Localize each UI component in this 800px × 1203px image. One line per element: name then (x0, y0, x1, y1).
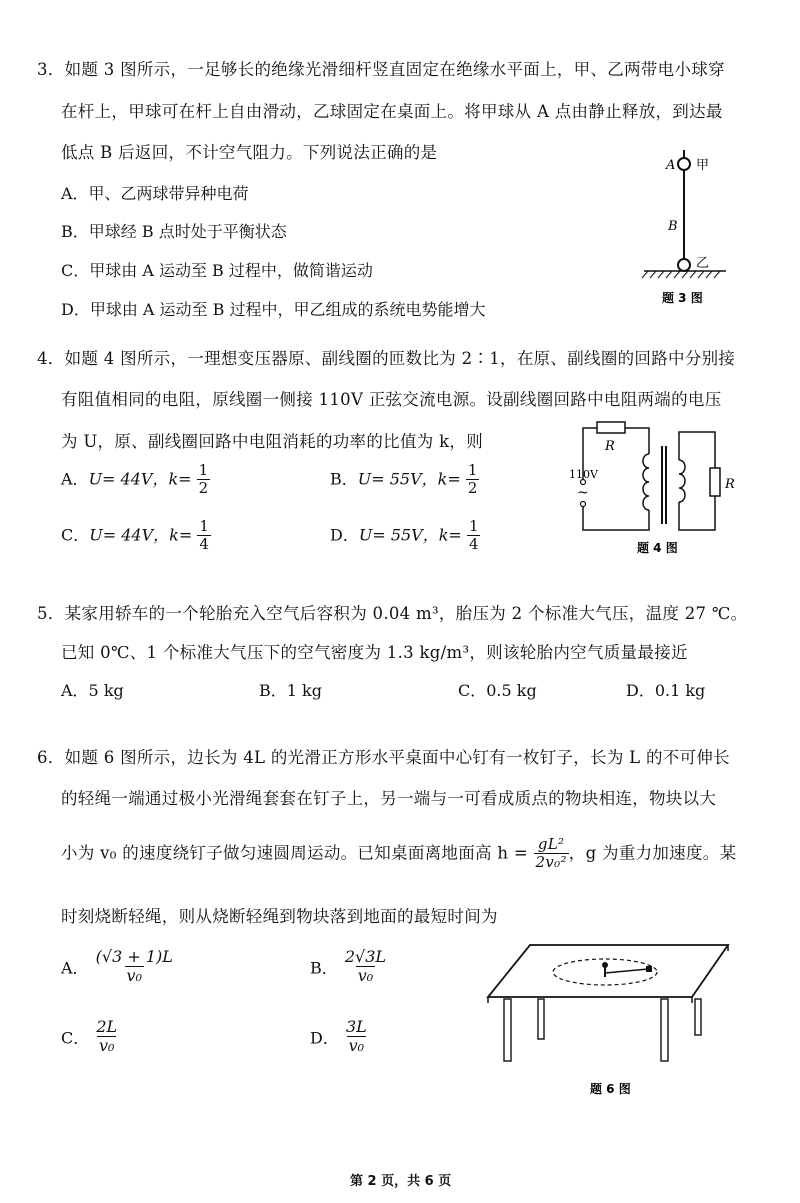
q6-option-b: B． $\frac{2√3L}{\text{v₀}}$ (310, 947, 387, 986)
ball-yi (678, 259, 690, 271)
q6-stem-line1: 6．如题 6 图所示，边长为 4L 的光滑正方形水平桌面中心钉有一枚钉子，长为 L 的不可伸长 (37, 748, 730, 767)
q4-stem-line3: 为 U，原、副线圈回路中电阻消耗的功率的比值为 k，则 (61, 432, 483, 451)
table-leg-back-right (695, 999, 701, 1035)
terminal-bottom (581, 502, 586, 507)
q5-option-c: C．0.5 kg (458, 681, 537, 700)
q4-stem-line2: 有阻值相同的电阻，原线圈一侧接 110V 正弦交流电源。设副线圈回路中电阻两端的电压 (61, 390, 722, 409)
q5-stem-line2: 已知 0℃、1 个标准大气压下的空气密度为 1.3 kg/m³，则该轮胎内空气质量最接近 (61, 643, 688, 662)
q5-option-b: B．1 kg (259, 681, 322, 700)
q4-option-d: D．U= 55V，k= $\frac{1}{4}$ (330, 517, 479, 554)
table-leg-back-left (538, 999, 544, 1039)
q6-option-d: D． $\frac{3L}{\text{v₀}}$ (310, 1017, 367, 1056)
label-B: B (668, 219, 678, 234)
q4-option-c: C．U= 44V，k= $\frac{1}{4}$ (61, 517, 209, 554)
label-R-right: R (725, 477, 735, 492)
table-leg-front-right (661, 999, 668, 1061)
label-jia: 甲 (696, 158, 710, 173)
secondary-coil (679, 460, 685, 502)
table-top (488, 945, 728, 997)
resistor-top (597, 422, 625, 433)
q3-option-c: C．甲球由 A 运动至 B 过程中，做简谐运动 (61, 261, 373, 280)
q6-option-c: C． $\frac{2L}{\text{v₀}}$ (61, 1017, 118, 1056)
q3-stem-line2: 在杆上，甲球可在杆上自由滑动，乙球固定在桌面上。将甲球从 A 点由静止释放，到达最 (61, 102, 723, 121)
q4-figure-caption: 题 4 图 (637, 541, 678, 555)
label-voltage: 110V (569, 468, 598, 481)
q3-stem-line3: 低点 B 后返回，不计空气阻力。下列说法正确的是 (61, 143, 438, 162)
page-footer: 第 2 页，共 6 页 (350, 1174, 452, 1189)
ball-jia (678, 158, 690, 170)
q3-option-a: A．甲、乙两球带异种电荷 (61, 184, 249, 203)
label-A: A (666, 158, 676, 173)
block (646, 966, 652, 972)
q4-option-a: A．U= 44V，k= $\frac{1}{2}$ (61, 461, 209, 498)
label-R-top: R (605, 439, 615, 454)
q3-figure (640, 150, 740, 310)
q3-figure-caption: 题 3 图 (662, 291, 703, 305)
table-leg-front-left (504, 999, 511, 1061)
resistor-right (710, 468, 720, 496)
q5-option-d: D．0.1 kg (626, 681, 706, 700)
q6-option-a: A． $\frac{(√3 + 1)L}{\text{v₀}}$ (61, 947, 173, 986)
q4-option-b: B．U= 55V，k= $\frac{1}{2}$ (330, 461, 478, 498)
q4-stem-line1: 4．如题 4 图所示，一理想变压器原、副线圈的匝数比为 2∶1，在原、副线圈的回路中分别接 (37, 349, 736, 368)
q3-stem-line1: 3．如题 3 图所示，一足够长的绝缘光滑细杆竖直固定在绝缘水平面上，甲、乙两带电小球穿 (37, 60, 725, 79)
label-yi: 乙 (696, 256, 710, 271)
primary-coil (643, 454, 649, 510)
q3-option-b: B．甲球经 B 点时处于平衡状态 (61, 222, 287, 241)
q3-option-d: D．甲球由 A 运动至 B 过程中，甲乙组成的系统电势能增大 (61, 300, 486, 319)
q6-figure (480, 935, 740, 1105)
q6-figure-caption: 题 6 图 (590, 1082, 631, 1096)
ac-source-symbol: ~ (577, 485, 589, 501)
q6-stem-line4: 时刻烧断轻绳，则从烧断轻绳到物块落到地面的最短时间为 (61, 907, 498, 926)
q6-stem-line2: 的轻绳一端通过极小光滑绳套套在钉子上，另一端与一可看成质点的物块相连，物块以大 (61, 789, 717, 808)
q5-option-a: A．5 kg (61, 681, 124, 700)
q4-figure (565, 420, 745, 560)
q6-stem-line3: 小为 v₀ 的速度绕钉子做匀速圆周运动。已知桌面离地面高 h = $\frac{\text{gL²}}{\text{2v₀²}}$ ，g 为重力加速度。某 (61, 835, 737, 872)
q5-stem-line1: 5．某家用轿车的一个轮胎充入空气后容积为 0.04 m³，胎压为 2 个标准大气压，温度 27 ℃。 (37, 604, 748, 623)
